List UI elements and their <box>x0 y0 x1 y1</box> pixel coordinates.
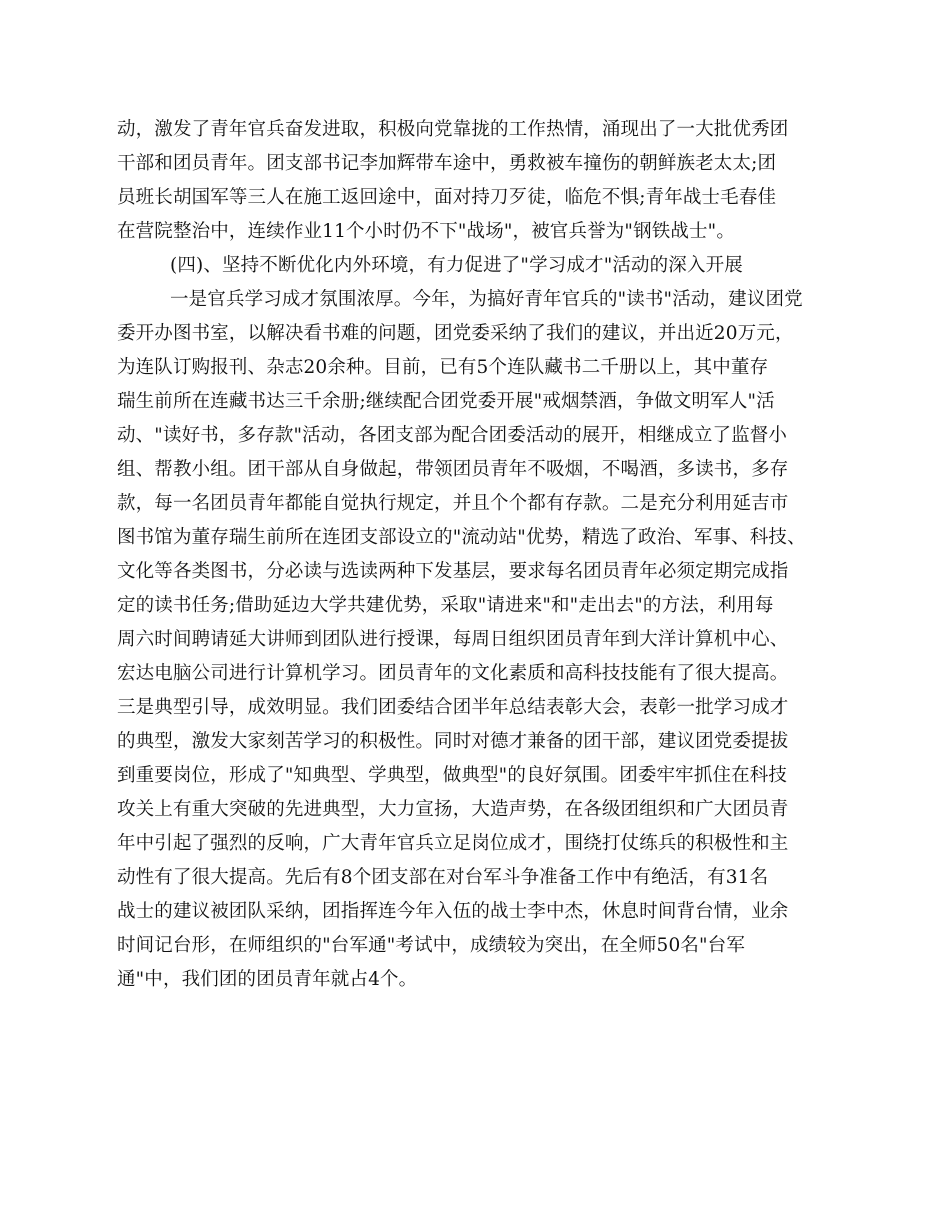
paragraph-line: 员班长胡国军等三人在施工返回途中，面对持刀歹徒，临危不惧;青年战士毛春佳 <box>117 187 777 208</box>
paragraph-line: 定的读书任务;借助延边大学共建优势，采取"请进来"和"走出去"的方法，利用每 <box>117 595 774 616</box>
paragraph-line: 宏达电脑公司进行计算机学习。团员青年的文化素质和高科技技能有了很大提高。 <box>117 663 789 684</box>
paragraph-line: 组、帮教小组。团干部从自身做起，带领团员青年不吸烟，不喝酒，多读书，多存 <box>117 459 789 480</box>
paragraph-line: 一是官兵学习成才氛围浓厚。今年，为搞好青年官兵的"读书"活动，建议团党 <box>170 289 803 310</box>
paragraph-line: 周六时间聘请延大讲师到团队进行授课，每周日组织团员青年到大洋计算机中心、 <box>117 629 789 650</box>
paragraph-line: 为连队订购报刊、杂志20余种。目前，已有5个连队藏书二千册以上，其中董存 <box>117 357 769 378</box>
paragraph-line: 通"中，我们团的团员青年就占4个。 <box>117 969 418 990</box>
paragraph-line: 战士的建议被团队采纳，团指挥连今年入伍的战士李中杰，休息时间背台情，业余 <box>117 901 789 922</box>
paragraph-line: 款，每一名团员青年都能自觉执行规定，并且个个都有存款。二是充分利用延吉市 <box>117 493 789 514</box>
section-heading: (四)、坚持不断优化内外环境，有力促进了"学习成才"活动的深入开展 <box>170 255 743 276</box>
paragraph-line: 在营院整治中，连续作业11个小时仍不下"战场"，被官兵誉为"钢铁战士"。 <box>117 221 735 242</box>
paragraph-line: 时间记台形，在师组织的"台军通"考试中，成绩较为突出，在全师50名"台军 <box>117 935 745 956</box>
paragraph-line: 瑞生前所在连藏书达三千余册;继续配合团党委开展"戒烟禁酒，争做文明军人"活 <box>117 391 775 412</box>
paragraph-line: 干部和团员青年。团支部书记李加辉带车途中，勇救被车撞伤的朝鲜族老太太;团 <box>117 153 777 174</box>
paragraph-line: 三是典型引导，成效明显。我们团委结合团半年总结表彰大会，表彰一批学习成才 <box>117 697 789 718</box>
paragraph-line: 动，激发了青年官兵奋发进取，积极向党靠拢的工作热情，涌现出了一大批优秀团 <box>117 119 789 140</box>
paragraph-line: 攻关上有重大突破的先进典型，大力宣扬，大造声势，在各级团组织和广大团员青 <box>117 799 789 820</box>
paragraph-line: 动、"读好书，多存款"活动，各团支部为配合团委活动的展开，相继成立了监督小 <box>117 425 788 446</box>
paragraph-line: 文化等各类图书，分必读与选读两种下发基层，要求每名团员青年必须定期完成指 <box>117 561 789 582</box>
paragraph-line: 年中引起了强烈的反响，广大青年官兵立足岗位成才，围绕打仗练兵的积极性和主 <box>117 833 789 854</box>
paragraph-line: 委开办图书室，以解决看书难的问题，团党委采纳了我们的建议，并出近20万元， <box>117 323 794 344</box>
paragraph-line: 的典型，激发大家刻苦学习的积极性。同时对德才兼备的团干部，建议团党委提拔 <box>117 731 789 752</box>
paragraph-line: 图书馆为董存瑞生前所在连团支部设立的"流动站"优势，精选了政治、军事、科技、 <box>117 527 806 548</box>
paragraph-line: 动性有了很大提高。先后有8个团支部在对台军斗争准备工作中有绝活，有31名 <box>117 867 769 888</box>
paragraph-line: 到重要岗位，形成了"知典型、学典型，做典型"的良好氛围。团委牢牢抓住在科技 <box>117 765 788 786</box>
